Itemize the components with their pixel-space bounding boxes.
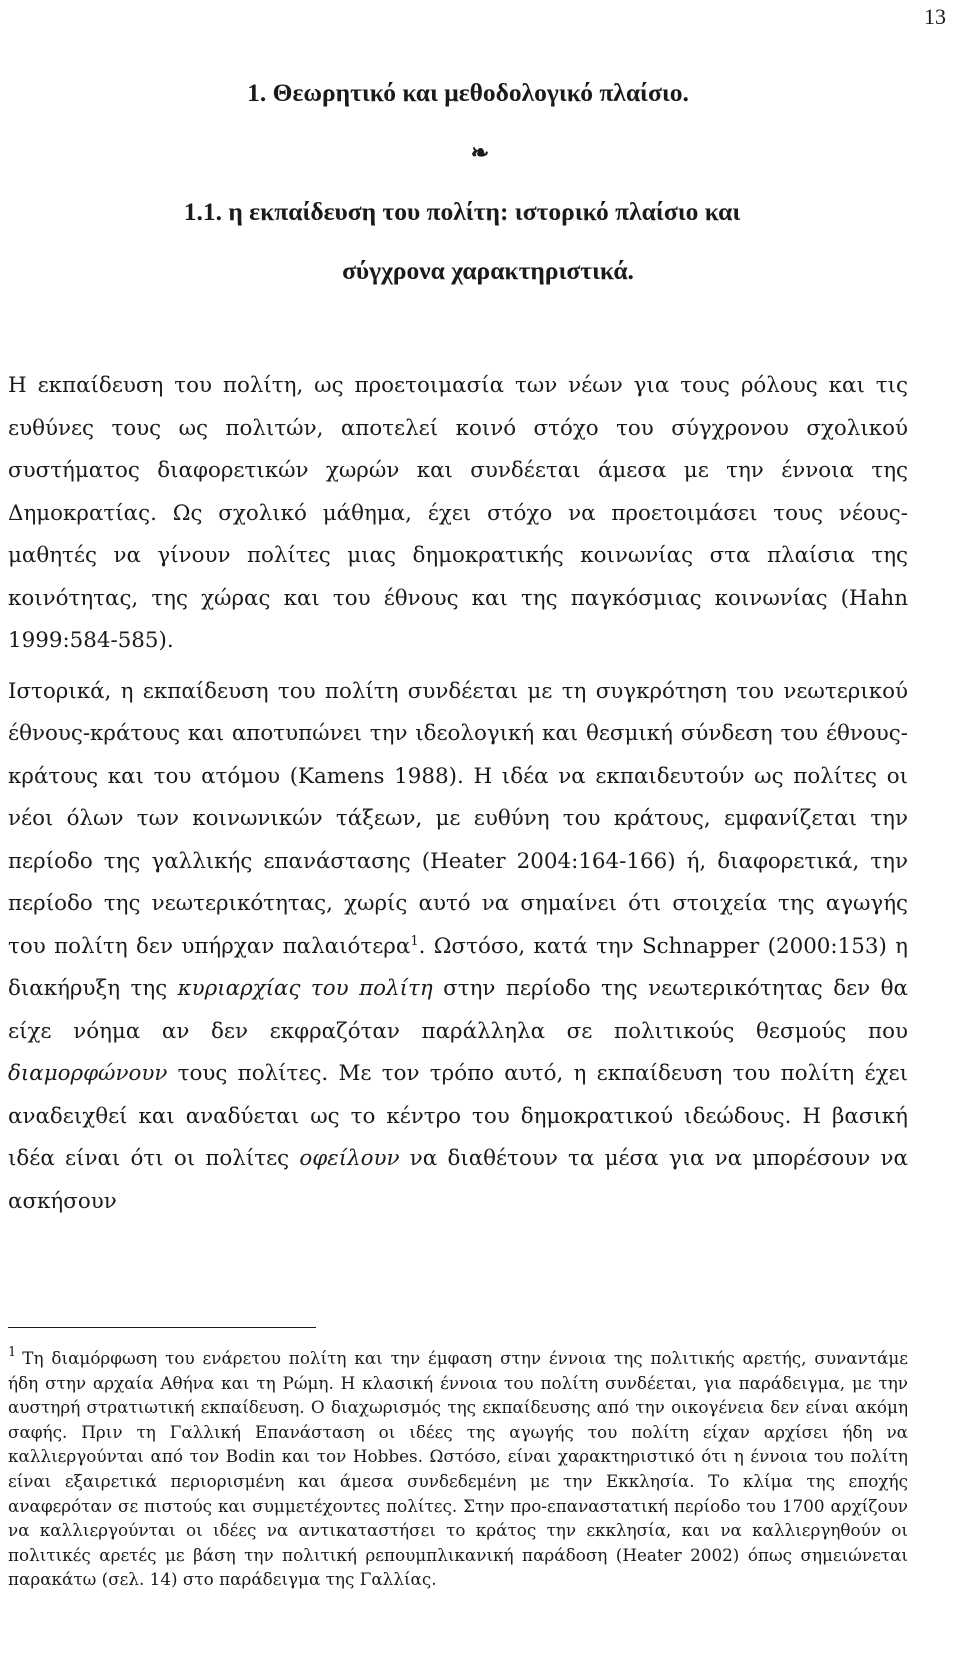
footnote [8, 1341, 908, 1592]
subsection-heading-line2: σύγχρονα χαρακτηριστικά. [342, 256, 634, 285]
footnote-reference[interactable]: 1 [410, 933, 419, 949]
paragraph-2-text-d: τους πολίτες. Με τον τρόπο αυτό, η εκπαίδευση του πολίτη έχει αναδειχθεί και αναδύεται ως το κέντρο του δημοκρατικού ιδεώδους. Η βασική ιδέα είναι ότι οι πολίτες [8, 1061, 908, 1171]
footnote-divider [8, 1327, 316, 1328]
ornament-icon: ❧ [470, 140, 490, 165]
emphasis-ought: οφείλουν [299, 1146, 400, 1171]
body-text [8, 365, 908, 1223]
subsection-heading-line1: 1.1. η εκπαίδευση του πολίτη: ιστορικό πλαίσιο και [183, 197, 741, 226]
paragraph-2-text-b: . Ωστόσο, κατά την Schnapper (2000:153) η διακήρυξη της [8, 933, 908, 1001]
paragraph-2-text-c: στην περίοδο της νεωτερικότητας δεν θα είχε νόημα αν δεν εκφραζόταν παράλληλα σε πολιτικούς θεσμούς που [8, 976, 908, 1044]
page-number: 13 [924, 4, 946, 29]
paragraph-2-text-e: να διαθέτουν τα μέσα για να μπορέσουν να ασκήσουν [8, 1146, 908, 1214]
paragraph-2 [8, 671, 908, 1224]
section-heading: 1. Θεωρητικό και μεθοδολογικό πλαίσιο. [247, 78, 689, 107]
paragraph-1: Η εκπαίδευση του πολίτη, ως προετοιμασία των νέων για τους ρόλους και τις ευθύνες τους ως πολιτών, αποτελεί κοινό στόχο του σύγχρονου σχολικού συστήματος διαφορετικών χωρών και συνδέεται άμεσα με την έννοια της Δημοκρατίας. Ως σχολικό μάθημα, έχει στόχο να προετοιμάσει τους νέους-μαθητές να γίνουν πολίτες μιας δημοκρατικής κοινωνίας στα πλαίσια της κοινότητας, της χώρας και του έθνους και της παγκόσμιας κοινωνίας (Hahn 1999:584-585). [8, 373, 908, 653]
paragraph-2-text-a: Ιστορικά, η εκπαίδευση του πολίτη συνδέεται με τη συγκρότηση του νεωτερικού έθνους-κράτους και αποτυπώνει την ιδεολογική και θεσμική σύνδεση του έθνους-κράτους και του ατόμου (Kamens 1988). Η ιδέα να εκπαιδευτούν ως πολίτες οι νέοι όλων των κοινωνικών τάξεων, με ευθύνη του κράτους, εμφανίζεται την περίοδο της γαλλικής επανάστασης (Heater 2004:164-166) ή, διαφορετικά, την περίοδο της νεωτερικότητας, χωρίς αυτό να σημαίνει ότι στοιχεία της αγωγής του πολίτη δεν υπήρχαν παλαιότερα [8, 678, 908, 959]
emphasis-sovereignty: κυριαρχίας του πολίτη [177, 976, 433, 1001]
footnote-text: Τη διαμόρφωση του ενάρετου πολίτη και την έμφαση στην έννοια της πολιτικής αρετής, συναντάμε ήδη στην αρχαία Αθήνα και τη Ρώμη. Η κλασική έννοια του πολίτη συνδέεται, για παράδειγμα, με την αυστηρή στρατιωτική εκπαίδευση. Ο διαχωρισμός της εκπαίδευσης από την οικογένεια δεν είναι ακόμη σαφής. Πριν τη Γαλλική Επανάσταση οι ιδέες της αγωγής του πολίτη είχαν αρχίσει ήδη να καλλιεργούνται από τον Bodin και τον Hobbes. Ωστόσο, είναι χαρακτηριστικό ότι η έννοια του πολίτη είναι εξαιρετικά περιορισμένη και άμεσα συνδεδεμένη με την Εκκλησία. Το κλίμα της εποχής αναφερόταν σε πιστούς και συμμετέχοντες πολίτες. Στην προ-επαναστατική περίοδο του 1700 αρχίζουν να καλλιεργούνται οι ιδέες να αντικαταστήσει το κράτος την εκκλησία, και να καλλιεργηθούν οι πολιτικές αρετές με βάση την πολιτική ρεπουμπλικανική παράδοση (Heater 2002) όπως σημειώνεται παρακάτω (σελ. 14) στο παράδειγμα της Γαλλίας. [8, 1348, 908, 1590]
emphasis-shape: διαμορφώνουν [8, 1061, 168, 1086]
footnote-marker: 1 [8, 1345, 17, 1360]
